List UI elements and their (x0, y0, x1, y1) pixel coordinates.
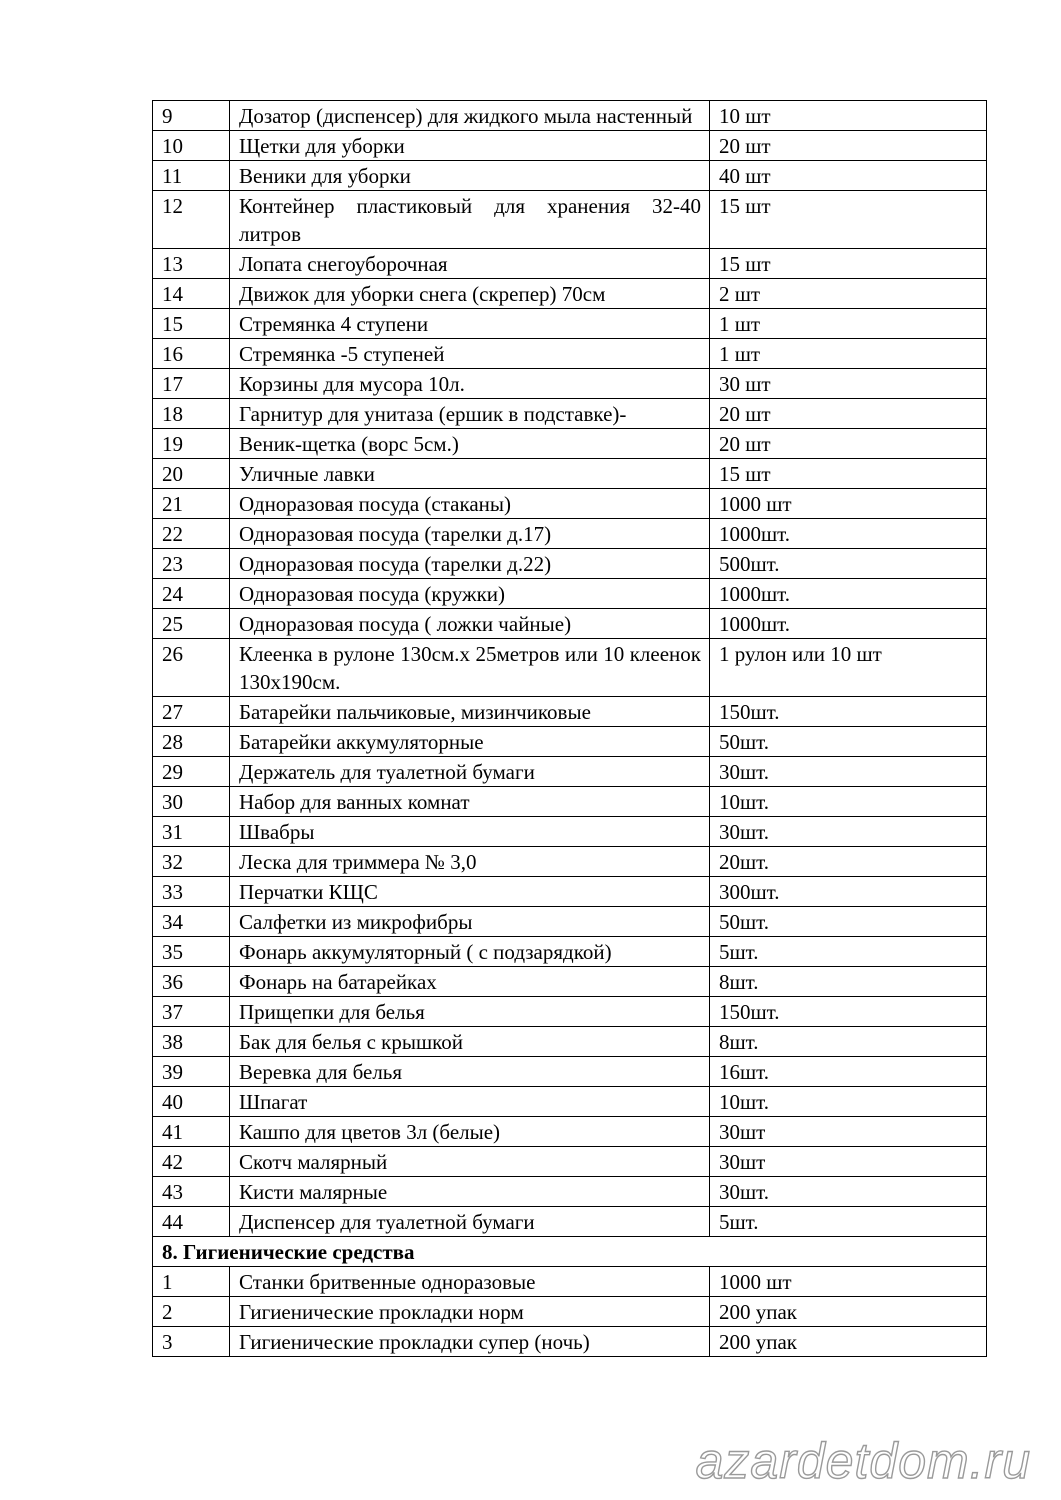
row-quantity: 15 шт (710, 459, 987, 489)
row-item-name: Держатель для туалетной бумаги (230, 757, 710, 787)
row-number: 44 (153, 1207, 230, 1237)
table-row (153, 907, 987, 937)
row-number: 43 (153, 1177, 230, 1207)
row-number: 19 (153, 429, 230, 459)
row-quantity: 10шт. (710, 1087, 987, 1117)
row-number: 29 (153, 757, 230, 787)
row-number: 12 (153, 191, 230, 249)
table-row (153, 937, 987, 967)
row-item-name: Бак для белья с крышкой (230, 1027, 710, 1057)
row-item-name: Контейнер пластиковый для хранения 32-40 литров (230, 191, 710, 249)
row-item-name: Веник-щетка (ворс 5см.) (230, 429, 710, 459)
row-item-name: Клеенка в рулоне 130см.х 25метров или 10 клеенок 130х190см. (230, 639, 710, 697)
table-row (153, 609, 987, 639)
table-row (153, 429, 987, 459)
row-quantity: 2 шт (710, 279, 987, 309)
row-number: 40 (153, 1087, 230, 1117)
row-item-name: Лопата снегоуборочная (230, 249, 710, 279)
watermark-logo: azardetdom.ru (695, 1433, 1031, 1489)
table-row (153, 1177, 987, 1207)
row-item-name: Перчатки КЩС (230, 877, 710, 907)
row-item-name: Стремянка 4 ступени (230, 309, 710, 339)
row-item-name: Щетки для уборки (230, 131, 710, 161)
row-number: 35 (153, 937, 230, 967)
row-quantity: 1000шт. (710, 519, 987, 549)
row-quantity: 1 шт (710, 339, 987, 369)
row-number: 17 (153, 369, 230, 399)
table-row (153, 967, 987, 997)
table-row (153, 1117, 987, 1147)
row-quantity: 10 шт (710, 101, 987, 131)
row-number: 22 (153, 519, 230, 549)
row-item-name: Прищепки для белья (230, 997, 710, 1027)
row-quantity: 150шт. (710, 997, 987, 1027)
row-quantity: 15 шт (710, 249, 987, 279)
row-quantity: 20 шт (710, 131, 987, 161)
table-row (153, 369, 987, 399)
row-number: 38 (153, 1027, 230, 1057)
row-quantity: 20 шт (710, 399, 987, 429)
row-item-name: Одноразовая посуда (тарелки д.17) (230, 519, 710, 549)
row-item-name: Дозатор (диспенсер) для жидкого мыла настенный (230, 101, 710, 131)
row-item-name: Веники для уборки (230, 161, 710, 191)
row-number: 13 (153, 249, 230, 279)
row-item-name: Шпагат (230, 1087, 710, 1117)
row-item-name: Батарейки аккумуляторные (230, 727, 710, 757)
table-row (153, 757, 987, 787)
row-item-name: Кашпо для цветов 3л (белые) (230, 1117, 710, 1147)
table-row (153, 249, 987, 279)
row-quantity: 1000 шт (710, 1267, 987, 1297)
hygiene-table-body (153, 1267, 987, 1357)
row-number: 14 (153, 279, 230, 309)
row-number: 23 (153, 549, 230, 579)
row-item-name: Фонарь аккумуляторный ( с подзарядкой) (230, 937, 710, 967)
row-item-name: Движок для уборки снега (скрепер) 70см (230, 279, 710, 309)
table-row (153, 161, 987, 191)
row-item-name: Гигиенические прокладки норм (230, 1297, 710, 1327)
row-quantity: 50шт. (710, 907, 987, 937)
row-quantity: 300шт. (710, 877, 987, 907)
table-row (153, 339, 987, 369)
section-header-group (153, 1237, 987, 1267)
row-number: 16 (153, 339, 230, 369)
table-row (153, 489, 987, 519)
row-quantity: 10шт. (710, 787, 987, 817)
table-row (153, 1207, 987, 1237)
table-row (153, 279, 987, 309)
row-item-name: Скотч малярный (230, 1147, 710, 1177)
row-item-name: Гарнитур для унитаза (ершик в подставке)- (230, 399, 710, 429)
row-quantity: 5шт. (710, 1207, 987, 1237)
table-row (153, 579, 987, 609)
table-row (153, 101, 987, 131)
table-row (153, 997, 987, 1027)
table-row (153, 1327, 987, 1357)
row-item-name: Одноразовая посуда (тарелки д.22) (230, 549, 710, 579)
row-quantity: 1 рулон или 10 шт (710, 639, 987, 697)
row-number: 36 (153, 967, 230, 997)
row-quantity: 30 шт (710, 369, 987, 399)
table-row (153, 697, 987, 727)
row-number: 26 (153, 639, 230, 697)
items-table (152, 100, 987, 1357)
row-item-name: Кисти малярные (230, 1177, 710, 1207)
row-number: 11 (153, 161, 230, 191)
table-row (153, 1267, 987, 1297)
row-number: 41 (153, 1117, 230, 1147)
row-item-name: Набор для ванных комнат (230, 787, 710, 817)
row-number: 32 (153, 847, 230, 877)
table-row (153, 1147, 987, 1177)
row-number: 15 (153, 309, 230, 339)
row-number: 1 (153, 1267, 230, 1297)
row-number: 24 (153, 579, 230, 609)
row-quantity: 8шт. (710, 967, 987, 997)
row-quantity: 200 упак (710, 1327, 987, 1357)
row-quantity: 8шт. (710, 1027, 987, 1057)
row-number: 39 (153, 1057, 230, 1087)
table-row (153, 787, 987, 817)
row-item-name: Одноразовая посуда (стаканы) (230, 489, 710, 519)
row-quantity: 30шт. (710, 757, 987, 787)
row-item-name: Фонарь на батарейках (230, 967, 710, 997)
row-number: 28 (153, 727, 230, 757)
row-number: 9 (153, 101, 230, 131)
row-item-name: Гигиенические прокладки супер (ночь) (230, 1327, 710, 1357)
row-number: 27 (153, 697, 230, 727)
row-number: 20 (153, 459, 230, 489)
row-quantity: 30шт. (710, 817, 987, 847)
section-header-row (153, 1237, 987, 1267)
table-row (153, 1087, 987, 1117)
table-row (153, 459, 987, 489)
row-quantity: 30шт. (710, 1177, 987, 1207)
table-row (153, 1057, 987, 1087)
row-quantity: 1000 шт (710, 489, 987, 519)
row-quantity: 200 упак (710, 1297, 987, 1327)
row-item-name: Одноразовая посуда (кружки) (230, 579, 710, 609)
row-item-name: Веревка для белья (230, 1057, 710, 1087)
row-quantity: 20 шт (710, 429, 987, 459)
table-row (153, 1297, 987, 1327)
row-item-name: Диспенсер для туалетной бумаги (230, 1207, 710, 1237)
table-row (153, 399, 987, 429)
row-item-name: Станки бритвенные одноразовые (230, 1267, 710, 1297)
row-item-name: Салфетки из микрофибры (230, 907, 710, 937)
row-quantity: 1000шт. (710, 609, 987, 639)
row-number: 42 (153, 1147, 230, 1177)
table-row (153, 549, 987, 579)
items-table-body (153, 101, 987, 1237)
row-number: 25 (153, 609, 230, 639)
row-number: 2 (153, 1297, 230, 1327)
row-quantity: 150шт. (710, 697, 987, 727)
row-quantity: 20шт. (710, 847, 987, 877)
row-item-name: Леска для триммера № 3,0 (230, 847, 710, 877)
row-quantity: 5шт. (710, 937, 987, 967)
row-quantity: 500шт. (710, 549, 987, 579)
row-quantity: 50шт. (710, 727, 987, 757)
row-quantity: 16шт. (710, 1057, 987, 1087)
table-row (153, 727, 987, 757)
row-item-name: Швабры (230, 817, 710, 847)
row-number: 31 (153, 817, 230, 847)
table-row (153, 817, 987, 847)
table-row (153, 877, 987, 907)
row-number: 33 (153, 877, 230, 907)
row-quantity: 40 шт (710, 161, 987, 191)
row-item-name: Корзины для мусора 10л. (230, 369, 710, 399)
table-row (153, 847, 987, 877)
row-number: 30 (153, 787, 230, 817)
table-row (153, 191, 987, 249)
row-quantity: 1 шт (710, 309, 987, 339)
table-row (153, 309, 987, 339)
table-row (153, 131, 987, 161)
table-row (153, 639, 987, 697)
row-number: 3 (153, 1327, 230, 1357)
row-number: 10 (153, 131, 230, 161)
row-item-name: Уличные лавки (230, 459, 710, 489)
row-quantity: 1000шт. (710, 579, 987, 609)
row-number: 18 (153, 399, 230, 429)
row-item-name: Стремянка -5 ступеней (230, 339, 710, 369)
row-number: 21 (153, 489, 230, 519)
row-quantity: 30шт (710, 1147, 987, 1177)
row-quantity: 15 шт (710, 191, 987, 249)
row-quantity: 30шт (710, 1117, 987, 1147)
row-item-name: Батарейки пальчиковые, мизинчиковые (230, 697, 710, 727)
row-number: 37 (153, 997, 230, 1027)
table-row (153, 1027, 987, 1057)
row-number: 34 (153, 907, 230, 937)
section-title: 8. Гигиенические средства (153, 1237, 987, 1267)
table-row (153, 519, 987, 549)
row-item-name: Одноразовая посуда ( ложки чайные) (230, 609, 710, 639)
